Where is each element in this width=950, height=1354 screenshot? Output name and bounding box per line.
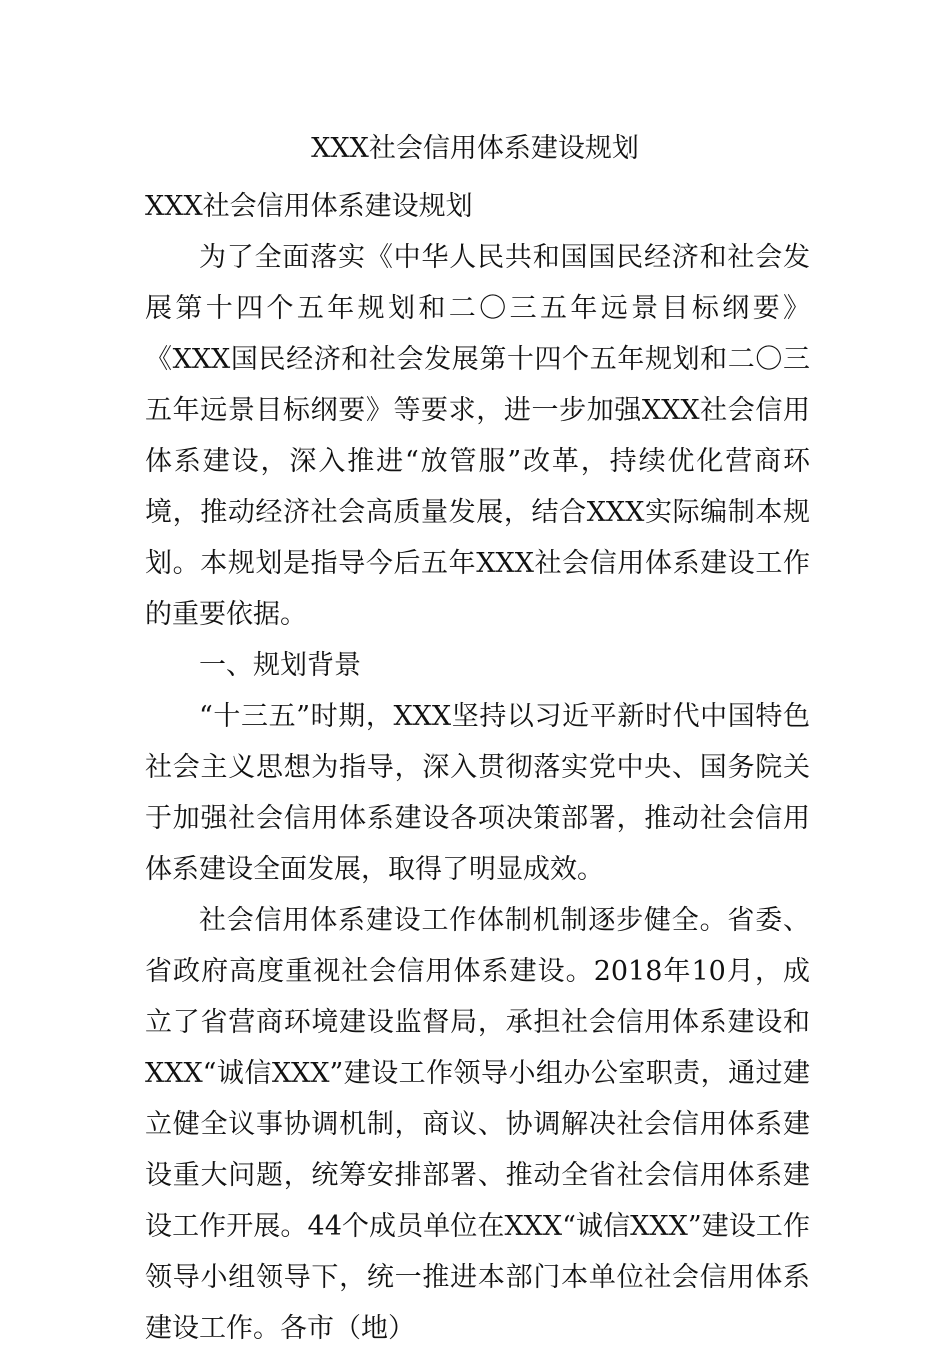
paragraph-thirteenth-five-year: “十三五”时期，XXX坚持以习近平新时代中国特色社会主义思想为指导，深入贯彻落实党中央、国务院关于加强社会信用体系建设各项决策部署，推动社会信用体系建设全面发展，取得了明显成效。	[145, 701, 810, 885]
document-title: XXX社会信用体系建设规划	[311, 133, 639, 164]
section-heading-background: 一、规划背景	[199, 650, 361, 681]
document-body	[145, 181, 810, 1354]
paragraph-intro: 为了全面落实《中华人民共和国国民经济和社会发展第十四个五年规划和二〇三五年远景目标纲要》《XXX国民经济和社会发展第十四个五年规划和二〇三五年远景目标纲要》等要求，进一步加强XXX社会信用体系建设，深入推进“放管服”改革，持续优化营商环境，推动经济社会高质量发展，结合XXX实际编制本规划。本规划是指导今后五年XXX社会信用体系建设工作的重要依据。	[145, 242, 810, 630]
document-subtitle: XXX社会信用体系建设规划	[145, 191, 473, 222]
paragraph-institutional-mechanism: 社会信用体系建设工作体制机制逐步健全。省委、省政府高度重视社会信用体系建设。2018年10月，成立了省营商环境建设监督局，承担社会信用体系建设和XXX“诚信XXX”建设工作领导小组办公室职责，通过建立健全议事协调机制，商议、协调解决社会信用体系建设重大问题，统筹安排部署、推动全省社会信用体系建设工作开展。44个成员单位在XXX“诚信XXX”建设工作领导小组领导下，统一推进本部门本单位社会信用体系建设工作。各市（地）	[145, 905, 810, 1344]
